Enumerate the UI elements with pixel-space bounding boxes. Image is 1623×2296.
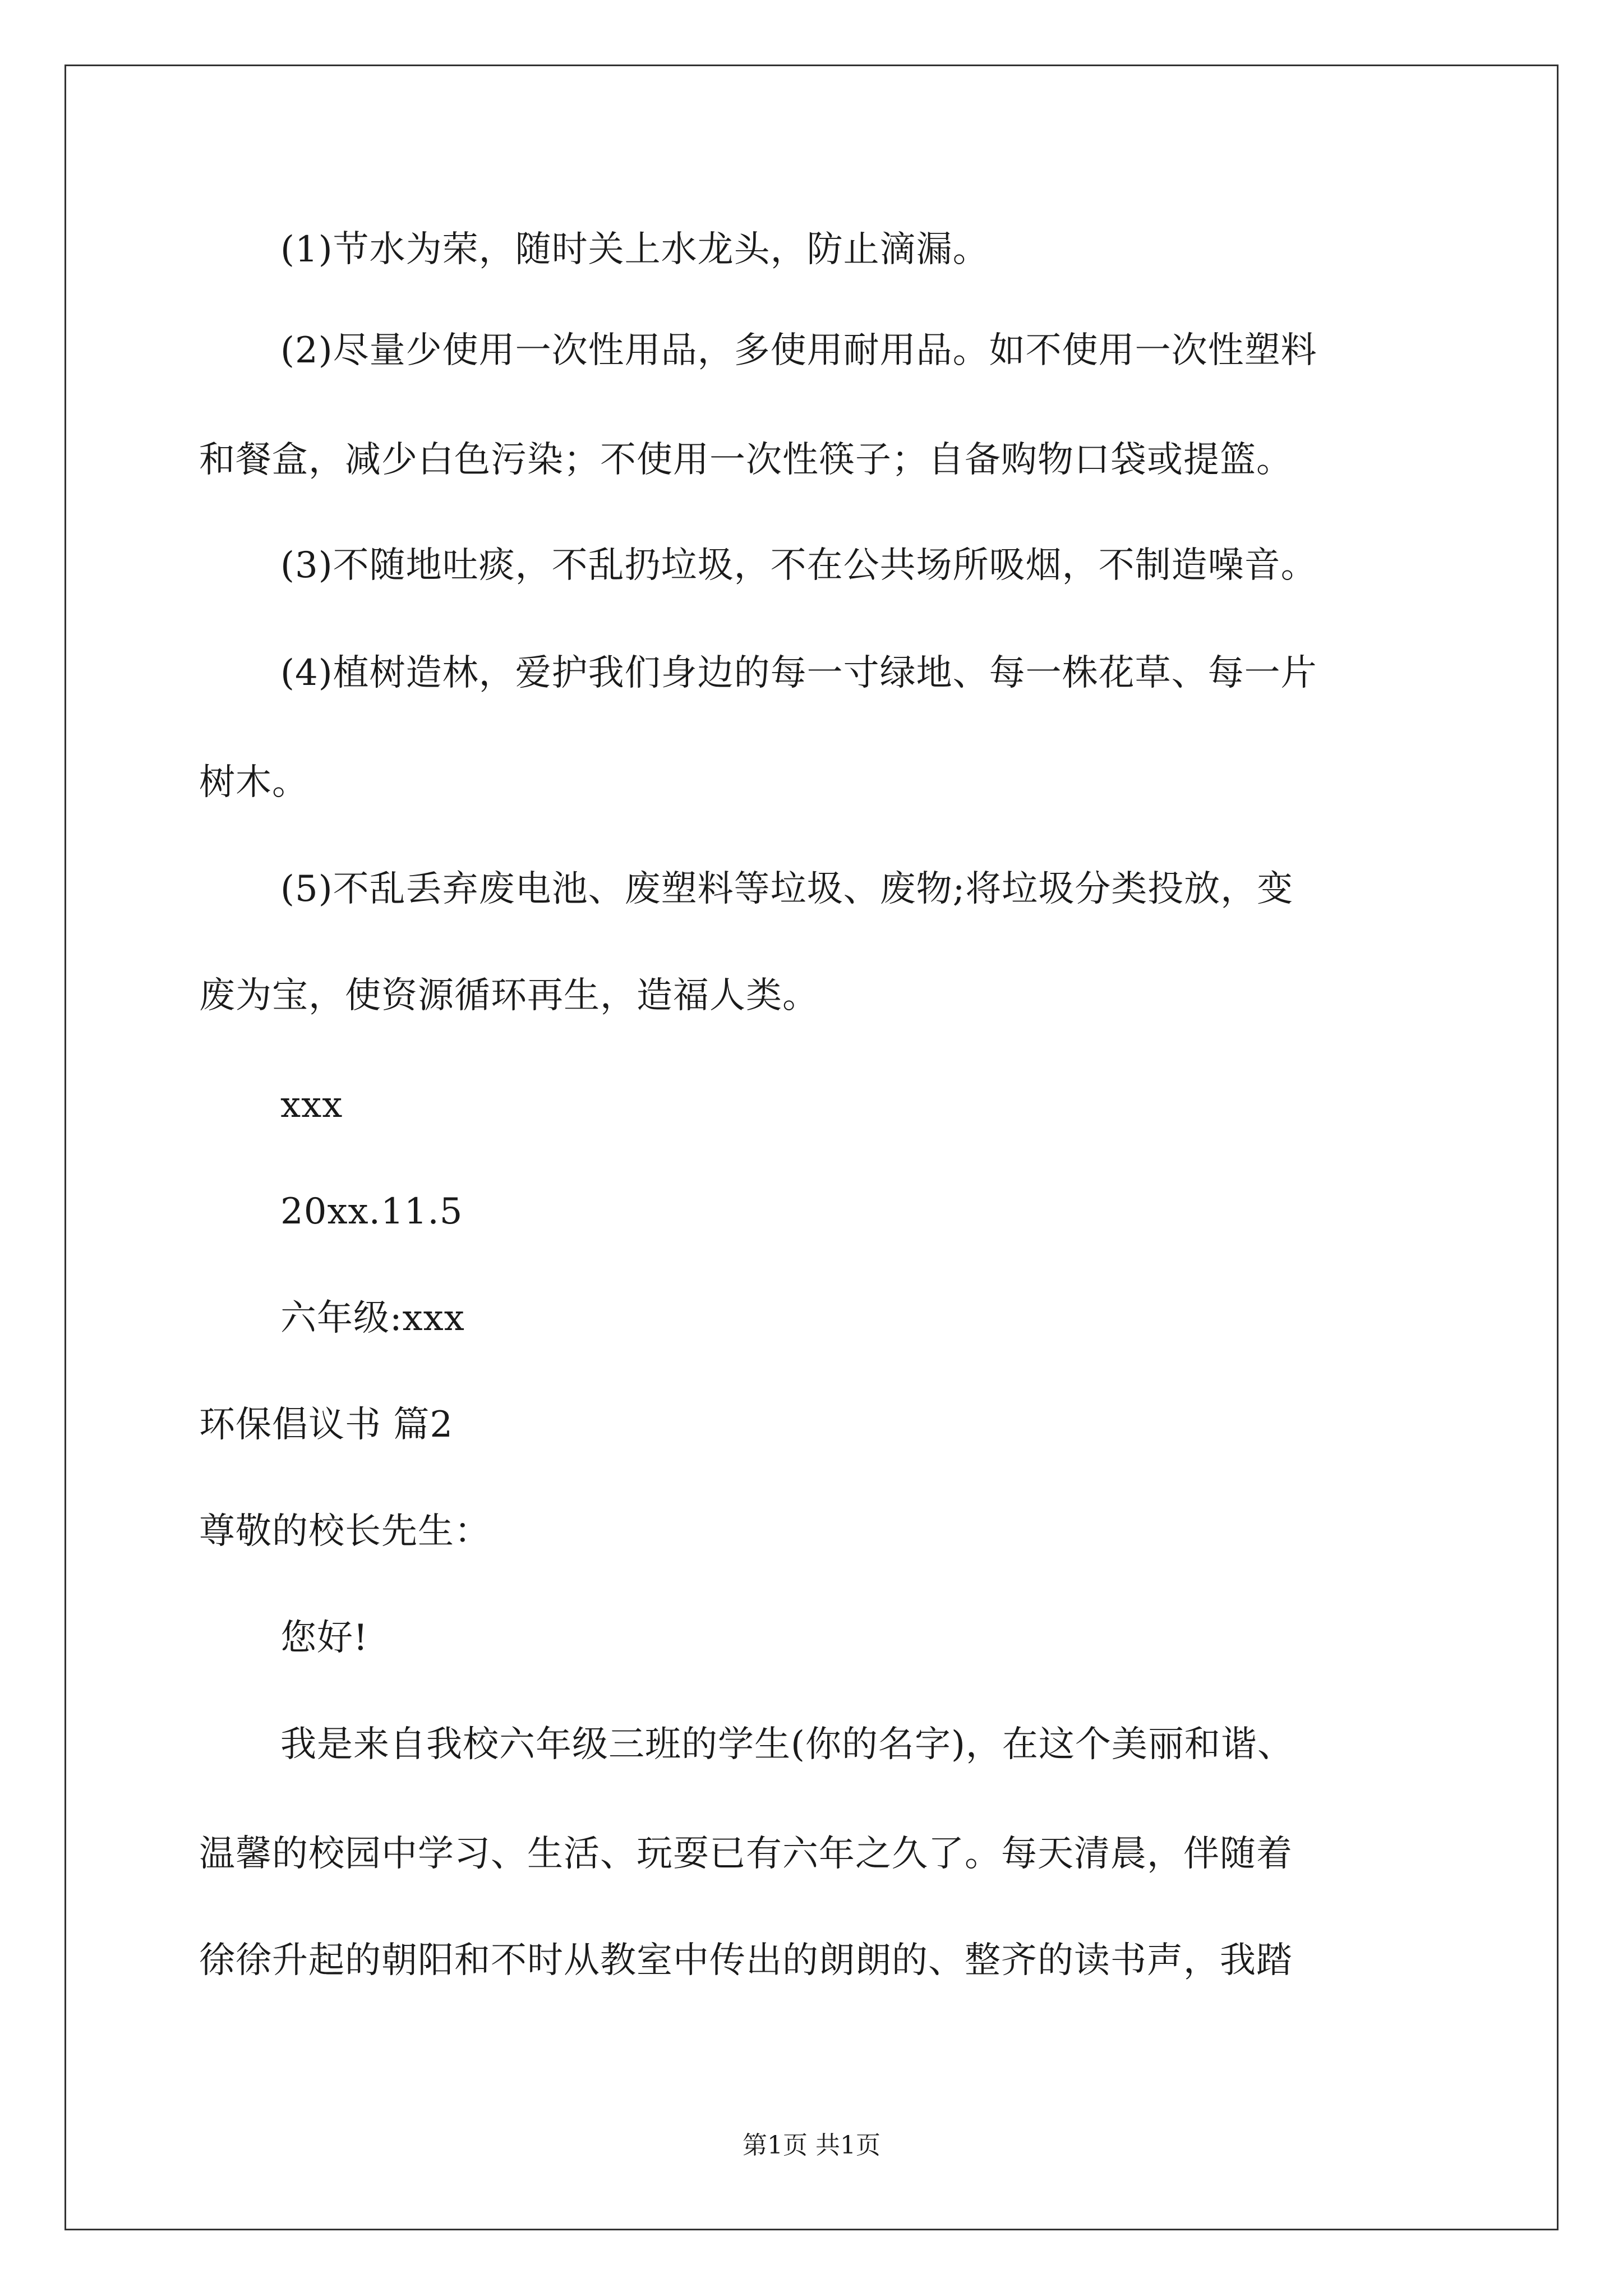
body-line-3: 徐徐升起的朝阳和不时从教室中传出的朗朗的、整齐的读书声，我踏 (199, 1940, 1293, 1981)
section-title: 环保倡议书 篇2 (199, 1404, 454, 1446)
item-1-line-1: (1)节水为荣，随时关上水龙头，防止滴漏。 (280, 229, 989, 270)
body-line-2: 温馨的校园中学习、生活、玩耍已有六年之久了。每天清晨，伴随着 (199, 1833, 1293, 1875)
item-4-line-1: (4)植树造林，爱护我们身边的每一寸绿地、每一株花草、每一片 (280, 652, 1317, 694)
item-3-line-1: (3)不随地吐痰，不乱扔垃圾，不在公共场所吸烟，不制造噪音。 (280, 545, 1317, 586)
page-number-footer: 第1页 共1页 (743, 2131, 880, 2160)
greeting: 您好! (280, 1617, 368, 1659)
salutation: 尊敬的校长先生： (199, 1511, 491, 1552)
item-5-line-1: (5)不乱丢弃废电池、废塑料等垃圾、废物;将垃圾分类投放，变 (280, 868, 1294, 910)
signature-date: 20xx.11.5 (280, 1191, 463, 1232)
item-4-line-2: 树木。 (199, 762, 308, 803)
item-2-line-1: (2)尽量少使用一次性用品，多使用耐用品。如不使用一次性塑料 (280, 330, 1317, 371)
body-line-1: 我是来自我校六年级三班的学生(你的名字)，在这个美丽和谐、 (280, 1724, 1294, 1765)
signature-class: 六年级:xxx (280, 1297, 465, 1339)
signature-name: xxx (280, 1084, 343, 1126)
item-2-line-2: 和餐盒，减少白色污染；不使用一次性筷子；自备购物口袋或提篮。 (199, 439, 1293, 481)
page-border (64, 65, 1559, 2230)
item-5-line-2: 废为宝，使资源循环再生，造福人类。 (199, 975, 819, 1016)
